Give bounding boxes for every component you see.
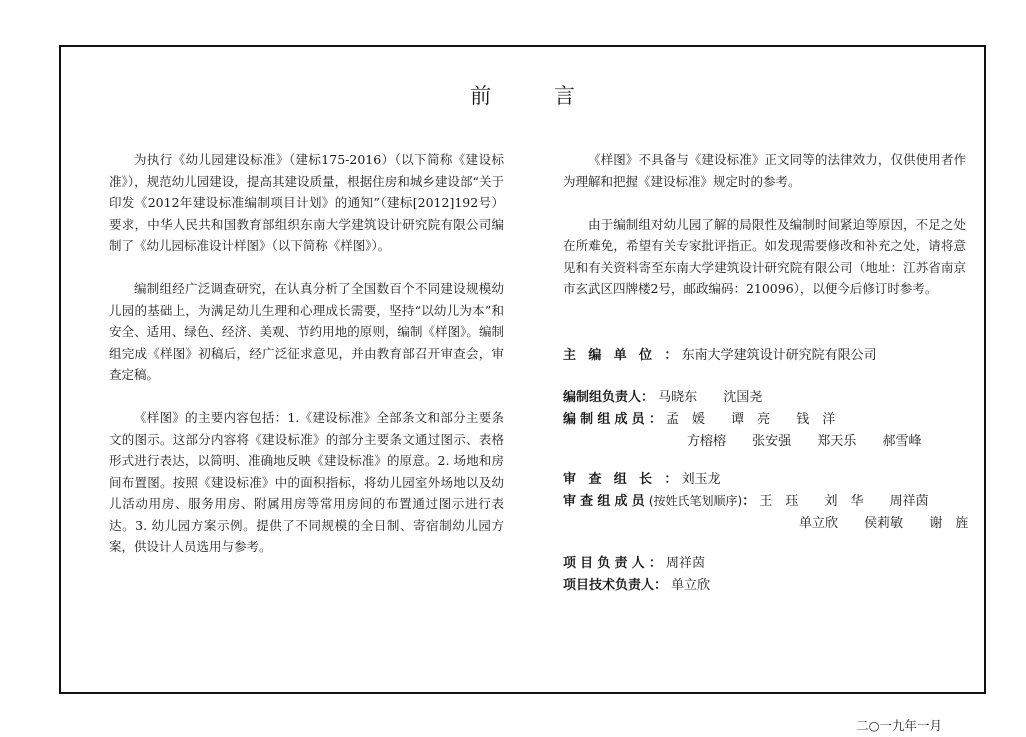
review-member-name: 单立欣 xyxy=(799,516,839,531)
paragraph-4: 《样图》不具备与《建设标准》正文同等的法律效力，仅供使用者作为理解和把握《建设标准》规定时的参考。 xyxy=(563,152,966,189)
chief-unit: 东南大学建筑设计研究院有限公司 xyxy=(681,348,877,363)
review-member-name: 侯莉敏 xyxy=(864,516,904,531)
paragraph-3: 《样图》的主要内容包括：1.《建设标准》全部条文和部分主要条文的图示。这部分内容将《建设标准》的部分主要条文通过图示、表格形式进行表达，以简明、准确地反映《建设标准》的原意。2. 场地和房间布置图。按照《建设标准》中的面积指标，将幼儿园室外场地以及幼儿活动用房、服务用房、附属用房等常用房间的布置通过图示进行表达。3. 幼儿园方案示例。提供了不同规模的全日制、寄宿制幼儿园方案，供设计人员选用与参考。 xyxy=(109,410,504,554)
leader-names xyxy=(658,390,784,405)
colon: ： xyxy=(664,472,678,487)
colon: ： xyxy=(664,348,678,363)
members-names xyxy=(666,412,857,427)
colon: ： xyxy=(648,412,662,427)
leader-name: 沈国尧 xyxy=(723,390,763,405)
member-name: 郑天乐 xyxy=(817,434,857,449)
member-name: 谭 亮 xyxy=(731,412,771,427)
colon: ： xyxy=(648,556,662,571)
member-name: 孟 媛 xyxy=(665,412,705,427)
review-head-row xyxy=(563,469,721,491)
colon: ： xyxy=(654,578,668,593)
review-head: 刘玉龙 xyxy=(681,472,721,487)
paragraph-5: 由于编制组对幼儿园了解的局限性及编制时间紧迫等原因，不足之处在所难免，希望有关专家批评指正。如发现需要修改和补充之处，请将意见和有关资料寄至东南大学建筑设计研究院有限公司（地址：江苏省南京市玄武区四牌楼2号，邮政编码：210096），以便今后修订时参考。 xyxy=(563,216,966,296)
project-lead-row xyxy=(563,553,705,575)
review-member-name: 刘 华 xyxy=(824,494,864,509)
review-members-label: 审查组成员 xyxy=(563,494,649,509)
left-column xyxy=(109,149,504,579)
review-member-name: 王 珏 xyxy=(759,494,799,509)
review-member-name: 谢 旌 xyxy=(929,516,969,531)
review-members-note: (按姓氏笔划顺序) xyxy=(648,494,743,508)
tech-lead-label: 项目技术负责人 xyxy=(563,578,655,593)
leader-row xyxy=(563,387,784,409)
tech-lead-row xyxy=(563,575,710,597)
member-name: 张安强 xyxy=(752,434,792,449)
members-row-2 xyxy=(687,431,943,453)
project-lead-label: 项目负责人 xyxy=(563,556,649,571)
project-lead: 周祥茵 xyxy=(665,556,705,571)
paragraph-1: 为执行《幼儿园建设标准》（建标175-2016）（以下简称《建设标准》），规范幼儿园建设，提高其建设质量，根据住房和城乡建设部“关于印发《2012年建设标准编制项目计划》的通知”（建标[2012]192号）要求，中华人民共和国教育部组织东南大学建筑设计研究院有限公司编制了《幼儿园标准设计样图》（以下简称《样图》）。 xyxy=(109,152,504,253)
member-name: 郝雪峰 xyxy=(882,434,922,449)
chief-unit-row xyxy=(563,345,877,367)
leader-label: 编制组负责人 xyxy=(563,390,642,405)
member-name: 方榕榕 xyxy=(687,434,727,449)
members-label: 编制组成员 xyxy=(563,412,649,427)
review-members-names xyxy=(759,494,950,509)
colon: ： xyxy=(742,494,756,509)
members-row xyxy=(563,409,857,431)
right-column xyxy=(563,149,969,733)
leader-name: 马晓东 xyxy=(658,390,698,405)
member-name: 钱 洋 xyxy=(796,412,836,427)
review-members-row-2 xyxy=(799,513,990,535)
review-member-name: 周祥茵 xyxy=(889,494,929,509)
page-frame xyxy=(59,45,986,733)
colon: ： xyxy=(641,390,655,405)
tech-lead: 单立欣 xyxy=(671,578,711,593)
chief-unit-label: 主编单位 xyxy=(563,348,665,363)
page-title: 前 言 xyxy=(470,84,603,108)
paragraph-2: 编制组经广泛调查研究，在认真分析了全国数百个不同建设规模幼儿园的基础上，为满足幼儿生理和心理成长需要，坚持“以幼儿为本”和安全、适用、绿色、经济、美观、节约用地的原则，编制《样图》。编制组完成《样图》初稿后，经广泛征求意见，并由教育部召开审查会，审查定稿。 xyxy=(109,281,504,382)
review-members-row xyxy=(563,491,951,513)
date: 二○一九年一月 xyxy=(856,718,942,733)
review-head-label: 审查组长 xyxy=(563,472,665,487)
